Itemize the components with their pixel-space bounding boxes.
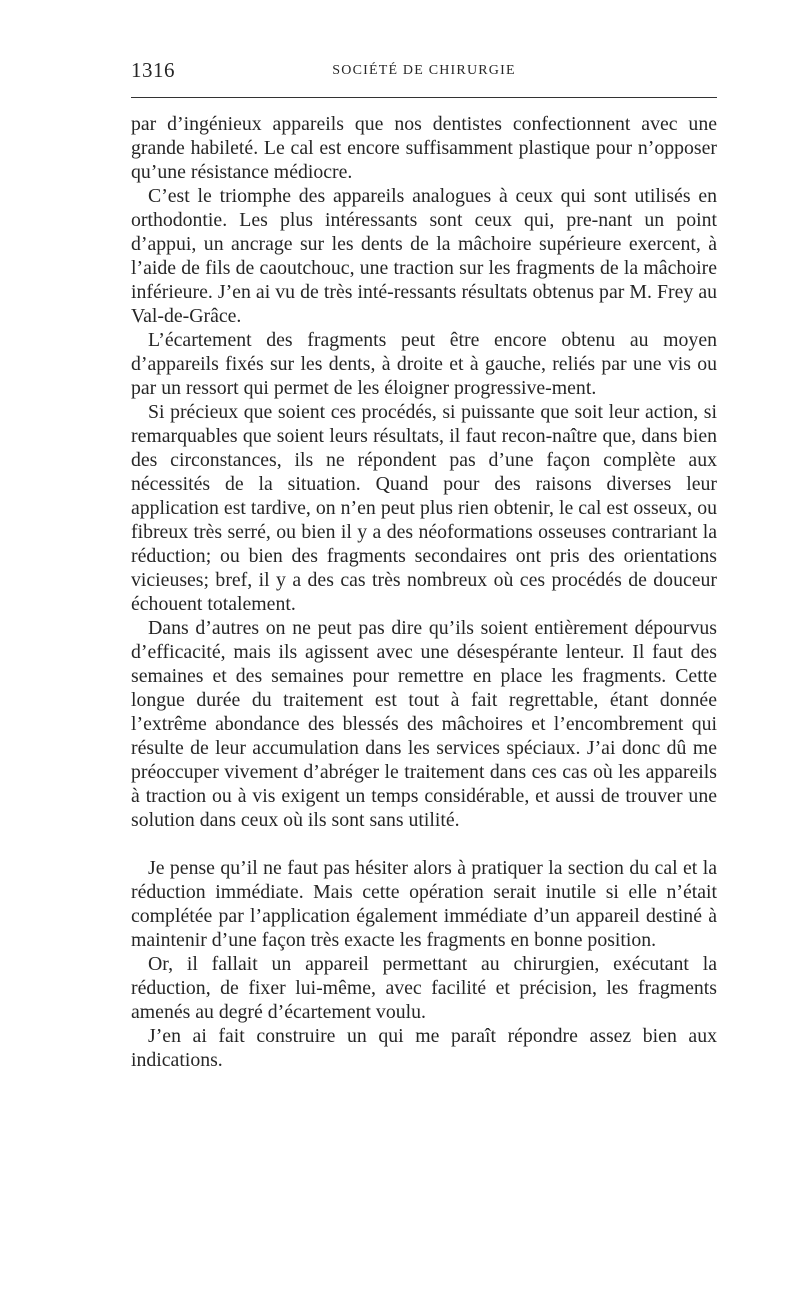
paragraph: Je pense qu’il ne faut pas hésiter alors à pratiquer la section du cal et la réduction immédiate. Mais cette opération serait inutile si elle n’était complétée par l’application également immédiate d’un appareil destiné à maintenir d’une façon très exacte les fragments en bonne position.	[131, 857, 717, 951]
header-rule	[131, 97, 717, 98]
paragraph: C’est le triomphe des appareils analogues à ceux qui sont utilisés en orthodontie. Les plus intéressants sont ceux qui, pre-nant un point d’appui, un ancrage sur les dents de la mâchoire supérieure exercent, à l’aide de fils de caoutchouc, une traction sur les fragments de la mâchoire inférieure. J’en ai vu de très inté-ressants résultats obtenus par M. Frey au Val-de-Grâce.	[131, 185, 717, 327]
paragraph: Si précieux que soient ces procédés, si puissante que soit leur action, si remarquables que soient leurs résultats, il faut recon-naître que, dans bien des circonstances, ils ne répondent pas d’une façon complète aux nécessités de la situation. Quand pour des raisons diverses leur application est tardive, on n’en peut plus rien obtenir, le cal est osseux, ou fibreux très serré, ou bien il y a des néoformations osseuses contrariant la réduction; ou bien des fragments secondaires ont pris des orientations vicieuses; bref, il y a des cas très nombreux où ces procédés de douceur échouent totalement.	[131, 401, 717, 615]
paragraph: J’en ai fait construire un qui me paraît répondre assez bien aux indications.	[131, 1025, 717, 1071]
running-title: SOCIÉTÉ DE CHIRURGIE	[332, 63, 516, 78]
paragraph: Dans d’autres on ne peut pas dire qu’ils soient entièrement dépourvus d’efficacité, mais ils agissent avec une désespérante lenteur. Il faut des semaines et des semaines pour remettre en place les fragments. Cette longue durée du traitement est tout à fait regrettable, étant donnée l’extrême abondance des blessés des mâchoires et l’encombrement qui résulte de leur accumulation dans les services spéciaux. J’ai donc dû me préoccuper vivement d’abréger le traitement dans ces cas où les appareils à traction ou à vis exigent un temps considérable, et aussi de trouver une solution dans ceux où ils sont sans utilité.	[131, 617, 717, 831]
paragraph: L’écartement des fragments peut être encore obtenu au moyen d’appareils fixés sur les dents, à droite et à gauche, reliés par une vis ou par un ressort qui permet de les éloigner progressive-ment.	[131, 329, 717, 399]
page	[131, 58, 717, 1072]
page-number: 1316	[131, 58, 175, 82]
body-text	[131, 112, 717, 1072]
paragraph: par d’ingénieux appareils que nos dentistes confectionnent avec une grande habileté. Le cal est encore suffisamment plastique pour n’opposer qu’une résistance médiocre.	[131, 113, 717, 183]
paragraph: Or, il fallait un appareil permettant au chirurgien, exécutant la réduction, de fixer lui-même, avec facilité et précision, les fragments amenés au degré d’écartement voulu.	[131, 953, 717, 1023]
page-header	[131, 58, 717, 90]
